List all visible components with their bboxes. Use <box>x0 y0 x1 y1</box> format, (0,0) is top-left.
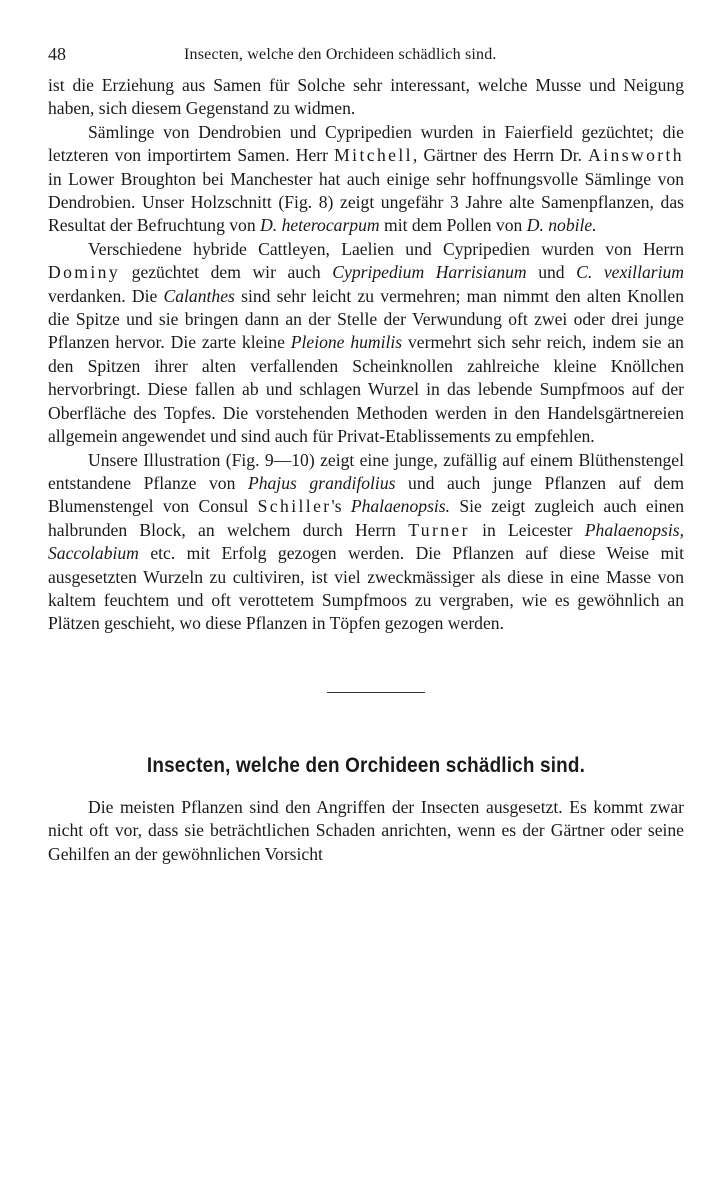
text-run: 's <box>331 496 351 517</box>
running-head: Insecten, welche den Orchideen schädlich sind. <box>184 46 497 63</box>
person-name: Ainsworth <box>588 145 685 166</box>
text-run: Sämlinge von Dendrobien und Cypripedien wurden in Faierfield gezüchtet; die letzteren von importirtem Samen. Herr <box>48 121 684 166</box>
paragraph-4 <box>48 449 684 636</box>
text-run: mit dem Pollen von <box>379 215 527 236</box>
text-run: Unsere Illustration (Fig. 9—10) zeigt eine junge, zufällig auf einem Blüthenstengel entstandene Pflanze von <box>48 449 684 493</box>
person-name: Dominy <box>48 262 121 283</box>
species-name: Calanthes <box>163 285 235 306</box>
book-page <box>48 44 684 866</box>
section-text <box>48 796 684 866</box>
species-name: Pleione humilis <box>290 332 403 353</box>
text-run: , Gärtner des Herrn Dr. <box>412 145 589 166</box>
person-name: Turner <box>408 519 470 540</box>
text-run: und <box>526 262 577 283</box>
main-text <box>48 74 684 636</box>
species-name: D. nobile. <box>526 215 597 236</box>
text-run: etc. mit Erfolg gezogen werden. Die Pflanzen auf diese Weise mit ausgesetzten Wurzeln zu cultiviren, ist viel zweckmässiger als diese in eine Masse von kaltem feuchtem und oft verottetem Sumpfmoos zu vergraben, wie es gewöhnlich an Plätzen geschieht, wo diese Pflanzen in Töpfen gezogen werden. <box>48 543 684 634</box>
paragraph-1: ist die Erziehung aus Samen für Solche sehr interessant, welche Musse und Neigung haben, sich diesem Gegenstand zu widmen. <box>48 75 684 119</box>
species-name: Phalaenopsis, Saccolabium <box>48 519 684 564</box>
text-run: gezüchtet dem wir auch <box>120 262 333 283</box>
paragraph-2 <box>48 121 684 238</box>
species-name: Phajus grandifolius <box>247 472 396 493</box>
section-paragraph-1: Die meisten Pflanzen sind den Angriffen der Insecten ausgesetzt. Es kommt zwar nicht oft vor, dass sie beträchtlichen Schaden anrichten, wenn es der Gärtner oder seine Gehilfen an der gewöhnlichen Vorsicht <box>48 796 684 864</box>
text-run: sind sehr leicht zu vermehren; man nimmt den alten Knollen die Spitze und sie bringen dann an der Stelle der Verwundung oft zwei oder drei junge Pflanzen hervor. Die zarte kleine <box>48 285 684 353</box>
text-run: vermehrt sich sehr reich, indem sie an den Spitzen ihrer alten verfallenden Scheinknollen zahlreiche kleine Knöllchen hervorbringt. Diese fallen ab und schlagen Wurzel in das lebende Sumpfmoos auf der Oberfläche des Topfes. Die vorstehenden Methoden werden in den Handelsgärtnereien allgemein angewendet und sind auch für Privat-Etablissements zu empfehlen. <box>48 332 684 447</box>
page-number: 48 <box>48 44 66 64</box>
text-run: Sie zeigt zugleich auch einen halbrunden Block, an welchem durch Herrn <box>48 496 684 540</box>
text-run: verdanken. Die <box>48 285 164 306</box>
text-run: Verschiedene hybride Cattleyen, Laelien und Cypripedien wurden von Herrn <box>88 238 684 259</box>
paragraph-3 <box>48 238 684 449</box>
section-title: Insecten, welche den Orchideen schädlich sind. <box>146 752 586 777</box>
section-divider <box>327 692 425 693</box>
text-run: in Leicester <box>469 519 585 540</box>
text-run: und auch junge Pflanzen auf dem Blumenstengel von Consul <box>48 472 685 517</box>
species-name: C. vexillarium <box>576 262 684 283</box>
text-run: in Lower Broughton bei Manchester hat auch einige sehr hoffnungsvolle Sämlinge von Dendrobien. Unser Holzschnitt (Fig. 8) zeigt ungefähr 3 Jahre alte Samenpflanzen, das Resultat der Befruchtung von <box>48 168 684 236</box>
person-name: Schiller <box>257 496 332 517</box>
species-name: D. heterocarpum <box>260 215 380 236</box>
species-name: Cypripedium Harrisianum <box>332 262 527 283</box>
person-name: Mitchell <box>334 145 413 166</box>
species-name: Phalaenopsis. <box>350 496 451 517</box>
page-header <box>48 44 684 74</box>
